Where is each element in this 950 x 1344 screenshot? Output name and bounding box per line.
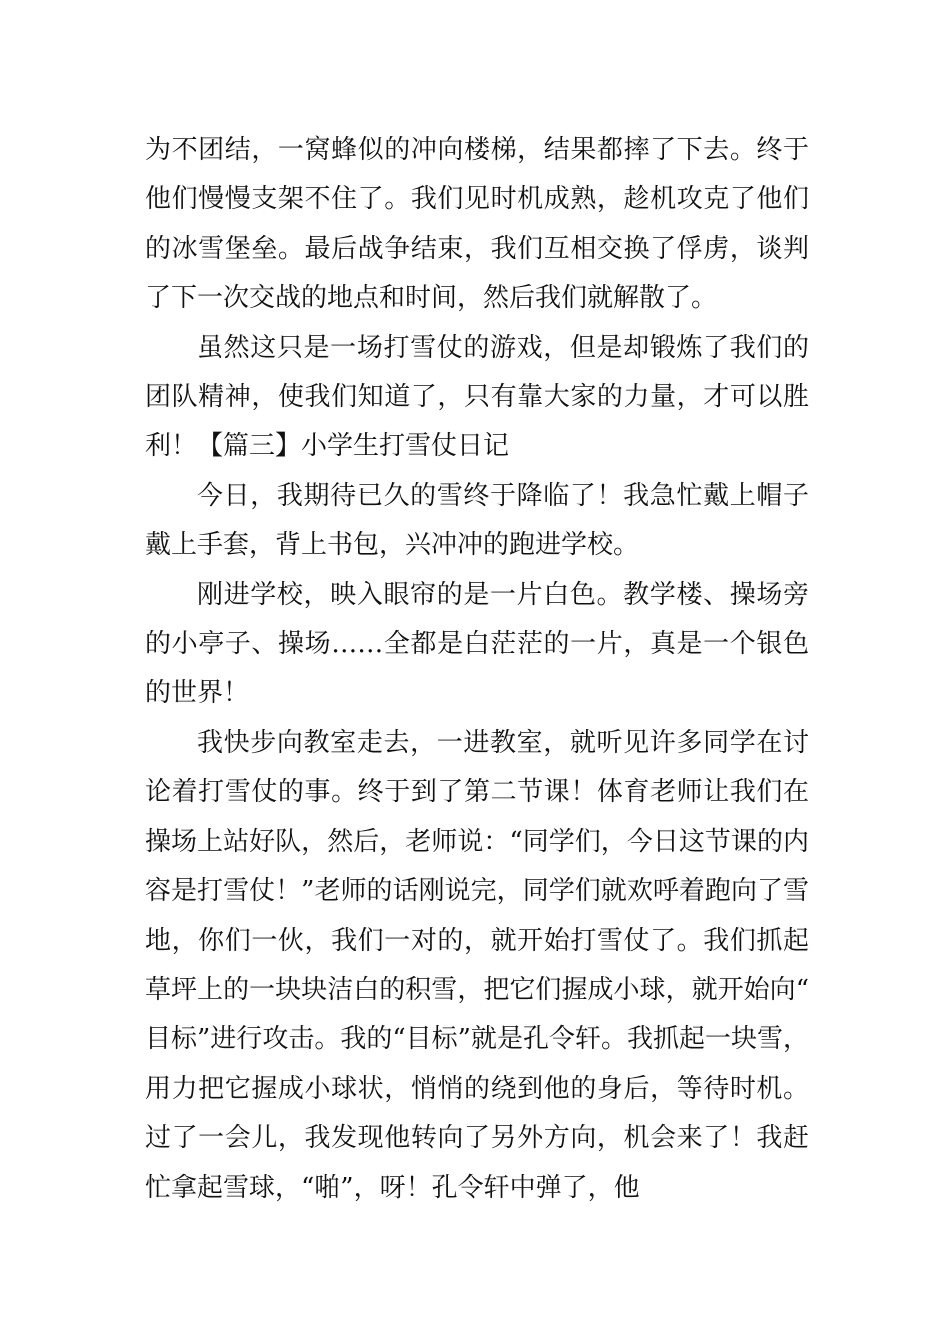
document-body [145, 126, 809, 1213]
paragraph-continuation: 为不团结，一窝蜂似的冲向楼梯，结果都摔了下去。终于他们慢慢支架不住了。我们见时机成熟，趁机攻克了他们的冰雪堡垒。最后战争结束，我们互相交换了俘虏，谈判了下一次交战的地点和时间，然后我们就解散了。 [145, 135, 809, 314]
paragraph-team-spirit: 虽然这只是一场打雪仗的游戏，但是却锻炼了我们的团队精神，使我们知道了，只有靠大家的力量，才可以胜利！【篇三】小学生打雪仗日记 [145, 332, 809, 462]
paragraph-snowball-fight: 我快步向教室走去，一进教室，就听见许多同学在讨论着打雪仗的事。终于到了第二节课！体育老师让我们在操场上站好队，然后，老师说：“同学们，今日这节课的内容是打雪仗！”老师的话刚说完，同学们就欢呼着跑向了雪地，你们一伙，我们一对的，就开始打雪仗了。我们抓起草坪上的一块块洁白的积雪，把它们握成小球，就开始向“目标”进行攻击。我的“目标”就是孔令轩。我抓起一块雪，用力把它握成小球状，悄悄的绕到他的身后，等待时机。过了一会儿，我发现他转向了另外方向，机会来了！我赶忙拿起雪球，“啪”，呀！孔令轩中弹了，他 [145, 727, 809, 1203]
paragraph-white-campus: 刚进学校，映入眼帘的是一片白色。教学楼、操场旁的小亭子、操场……全都是白茫茫的一片，真是一个银色的世界！ [145, 579, 809, 709]
paragraph-snow-arrives: 今日，我期待已久的雪终于降临了！我急忙戴上帽子戴上手套，背上书包，兴冲冲的跑进学校。 [145, 480, 809, 561]
